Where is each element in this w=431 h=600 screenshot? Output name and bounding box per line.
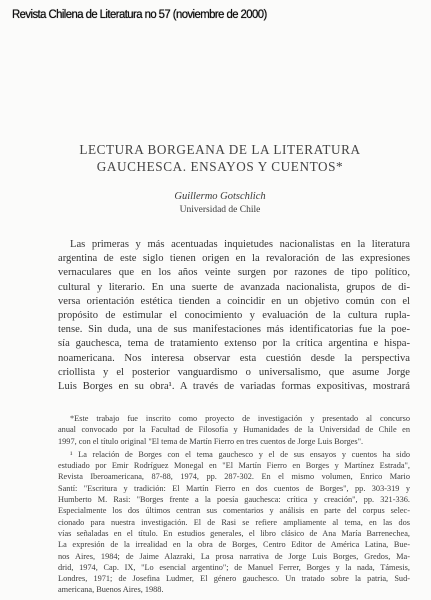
footnote-line: americana, Buenos Aires, 1988. — [58, 585, 164, 595]
footnote-1 — [58, 449, 410, 596]
body-line: argentina de este siglo tienen origen en la revaloración de las expresiones — [58, 253, 410, 265]
footnote-line: estudiado por Emir Rodríguez Monegal en "El Martín Fierro en Borges y Martínez Estrada", — [58, 461, 410, 471]
article-title-line-1: LECTURA BORGEANA DE LA LITERATURA — [79, 142, 361, 157]
journal-header: Revista Chilena de Literatura no 57 (noviembre de 2000) — [12, 7, 267, 21]
footnotes — [58, 413, 410, 596]
footnote-line: nos Aires, 1984; de Jaime Alazraki, La prosa narrativa de Jorge Luis Borges, Gredos, Ma- — [58, 551, 410, 561]
author-name: Guillermo Gotschlich — [174, 191, 266, 202]
body-paragraph — [58, 238, 410, 394]
footnote-line: drid, 1974, Cap. IX, "Lo esencial argentino"; de Manuel Ferrer, Borges y la nada, Támesis, — [58, 562, 410, 572]
footnote-star — [58, 413, 410, 447]
body-line: vernaculares que en los años veinte surgen por razones de tipo político, — [58, 267, 410, 279]
body-line: propósito de estimular el conocimiento y evaluación de la cultura rupla- — [58, 310, 410, 322]
footnote-line: Especialmente los dos últimos centran sus comentarios y análisis en parte del corpus selec- — [58, 506, 410, 516]
footnote-line: Humberto M. Rasi: "Borges frente a la poesía gauchesca: crítica y creación", pp. 321-336. — [58, 495, 410, 505]
body-line: sía gauchesca, tema de tratamiento extenso por la crítica argentina e hispa- — [58, 338, 410, 350]
footnote-line: cionado para nuestra investigación. El de Rasi se refiere ampliamente al tema, en las dos — [58, 517, 410, 527]
body-line: noamericana. Nos interesa observar esta cuestión desde la perspectiva — [58, 352, 410, 364]
article-title-line-2: GAUCHESCA. ENSAYOS Y CUENTOS* — [96, 159, 344, 174]
article-title — [60, 141, 380, 175]
body-line: criollista y el posterior vanguardismo o universalismo, que asume Jorge — [58, 366, 410, 378]
footnote-line: La expresión de la irrealidad en la obra de Borges, Centro Editor de América Latina, Bue- — [58, 540, 410, 550]
footnote-line: vías señaladas en el título. En estudios generales, el libro clásico de Ana María Barrenechea, — [58, 528, 410, 538]
footnote-line: 1997, con el título original "El tema de Martín Fierro en tres cuentos de Jorge Luis Borges". — [58, 436, 364, 446]
author-affiliation: Universidad de Chile — [179, 205, 261, 215]
footnote-line: ¹ La relación de Borges con el tema gauchesco y el de sus ensayos y cuentos ha sido — [70, 449, 410, 459]
footnote-line: anual convocado por la Facultad de Filosofía y Humanidades de la Universidad de Chile en — [58, 425, 410, 435]
body-line: tense. Sin duda, una de sus manifestaciones más identificatorias fue la poe- — [58, 324, 410, 336]
body-line: versa orientación estética tienden a coincidir en un objetivo común con el — [58, 295, 410, 307]
footnote-line: *Este trabajo fue inscrito como proyecto de investigación y presentado al concurso — [70, 414, 410, 423]
footnote-line: Revista Iberoamericana, 87-88, 1974, pp. 287-302. En el mismo volumen, Enrico Mario — [58, 472, 410, 482]
footnote-line: Londres, 1971; de Josefina Ludmer, El género gauchesco. Un tratado sobre la patria, Sud- — [58, 574, 410, 584]
body-line: Las primeras y más acentuadas inquietudes nacionalistas en la literatura — [70, 239, 410, 250]
body-line: Luis Borges en su obra¹. A través de variadas formas expositivas, mostrará — [58, 381, 410, 393]
body-line: cultural y literario. En una suerte de avanzada nacionalista, grupos de di- — [58, 281, 410, 293]
footnote-line: Santí: "Escritura y tradición: El Martín Fierro en dos cuentos de Borges", pp. 303-319 y — [58, 483, 410, 493]
